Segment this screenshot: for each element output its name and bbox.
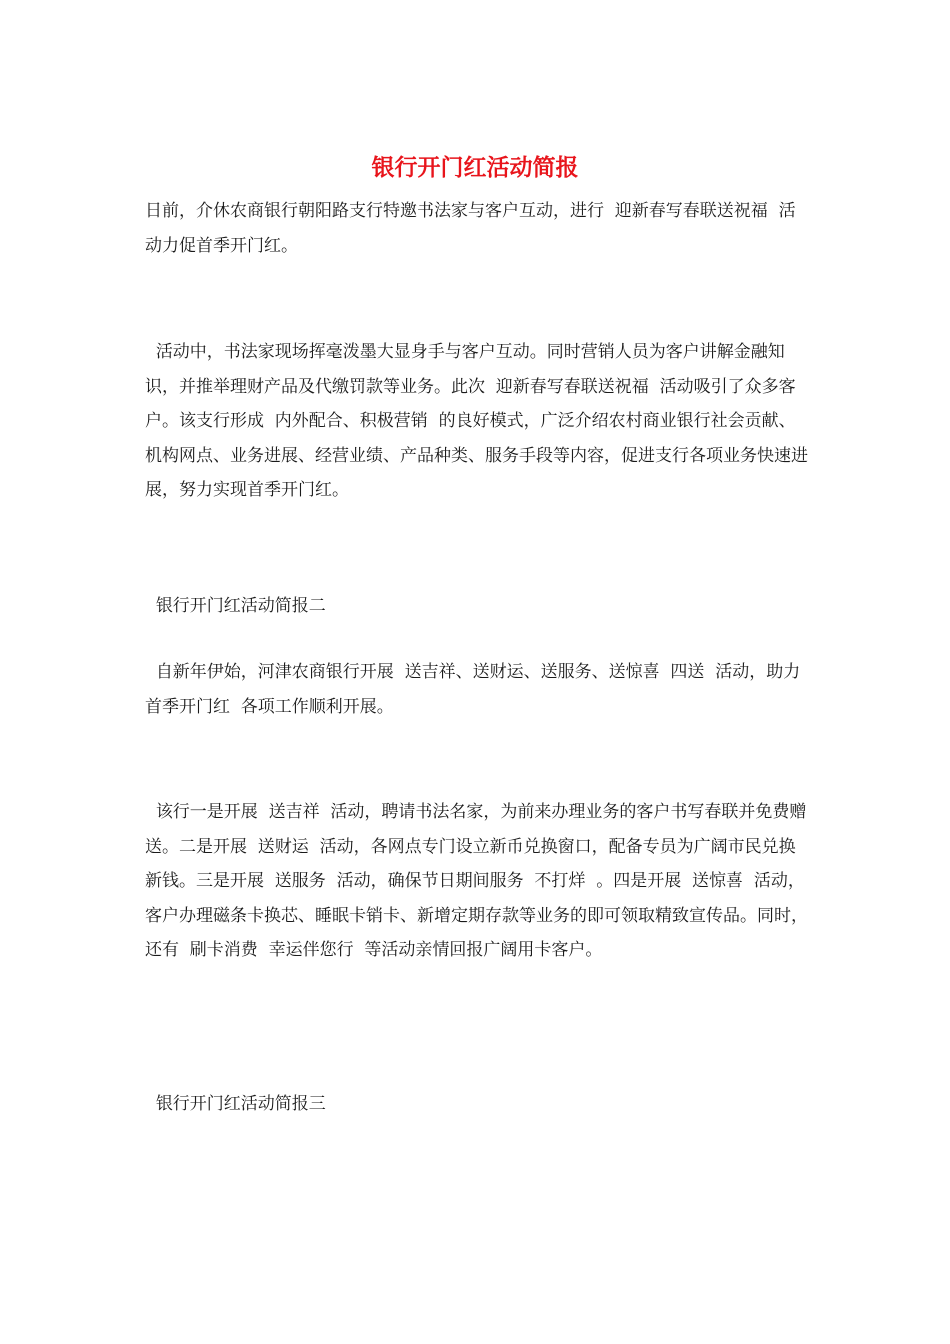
paragraph-hejin-intro: 自新年伊始，河津农商银行开展 送吉祥、送财运、送服务、送惊喜 四送 活动，助力 首季开门红 各项工作顺利开展。 <box>145 662 812 717</box>
section-heading-2: 银行开门红活动简报二 <box>145 596 326 616</box>
paragraph-activity: 活动中，书法家现场挥毫泼墨大显身手与客户互动。同时营销人员为客户讲解金融知识，并推举理财产品及代缴罚款等业务。此次 迎新春写春联送祝福 活动吸引了众多客户。该支行形成 内外配合、积极营销 的良好模式，广泛介绍农村商业银行社会贡献、机构网点、业务进展、经营业绩、产品种类、服务手段等内容，促进支行各项业务快速进展，努力实现首季开门红。 <box>145 342 808 500</box>
paragraph-hejin-details: 该行一是开展 送吉祥 活动，聘请书法名家，为前来办理业务的客户书写春联并免费赠送。二是开展 送财运 活动，各网点专门设立新币兑换窗口，配备专员为广阔市民兑换新钱。三是开展 送服务 活动，确保节日期间服务 不打烊 。四是开展 送惊喜 活动，客户办理磁条卡换芯、睡眠卡销卡、新增定期存款等业务的即可领取精致宣传品。同时，还有 刷卡消费 幸运伴您行 等活动亲情回报广阔用卡客户。 <box>145 802 808 960</box>
document-title: 银行开门红活动简报 <box>371 154 579 181</box>
section-heading-3: 银行开门红活动简报三 <box>145 1094 326 1114</box>
paragraph-intro: 日前，介休农商银行朝阳路支行特邀书法家与客户互动，进行 迎新春写春联送祝福 活动力促首季开门红。 <box>145 201 796 256</box>
